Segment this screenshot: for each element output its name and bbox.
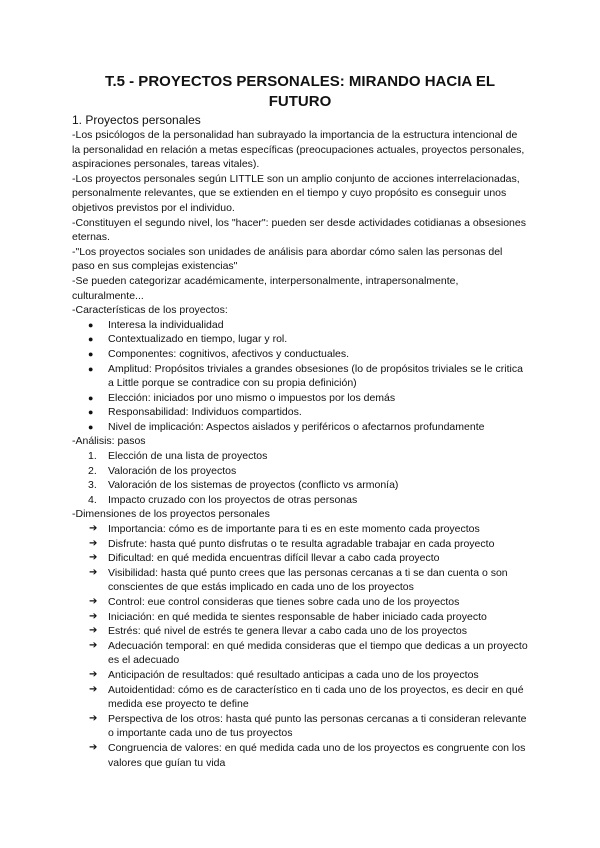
arrow-right-icon: ➔ — [89, 537, 98, 549]
list-item: ➔ Control: eue control consideras que tienes sobre cada uno de los proyectos — [89, 596, 460, 608]
bullet-icon: ● — [88, 319, 94, 330]
section-heading: 1. Proyectos personales — [72, 113, 201, 127]
arrow-right-icon: ➔ — [89, 552, 98, 564]
list-item: ● Responsabilidad: Individuos compartidos. — [88, 406, 302, 419]
list-item: 1. Elección de una lista de proyectos — [88, 450, 268, 463]
list-item: ● Elección: iniciados por uno mismo o impuestos por los demás — [88, 391, 396, 404]
arrow-right-icon: ➔ — [89, 639, 98, 651]
list-item: 3. Valoración de los sistemas de proyectos (conflicto vs armonía) — [88, 479, 399, 492]
list-item: ➔ Anticipación de resultados: qué resultado anticipas a cada uno de los proyectos — [89, 668, 479, 681]
list-item: ● Componentes: cognitivos, afectivos y conductuales. — [88, 347, 350, 360]
paragraph: -"Los proyectos sociales son unidades de análisis para abordar cómo salen las personas del paso en sus complejas existencias" — [72, 245, 503, 273]
arrow-right-icon: ➔ — [89, 523, 98, 535]
bullet-icon: ● — [88, 421, 94, 432]
list-item: ➔ Importancia: cómo es de importante para ti es en este momento cada proyectos — [89, 523, 480, 536]
analisis-list — [72, 449, 528, 507]
bullet-icon: ● — [88, 363, 94, 374]
list-item: ● Nivel de implicación: Aspectos aislados y periféricos o afectarnos profundamente — [88, 420, 485, 433]
bullet-icon: ● — [88, 392, 94, 403]
list-number: 4. — [88, 493, 97, 506]
arrow-right-icon: ➔ — [89, 596, 98, 607]
dimensiones-list — [72, 522, 528, 770]
list-number: 3. — [88, 479, 97, 492]
arrow-right-icon: ➔ — [89, 683, 98, 695]
list-number: 1. — [88, 450, 97, 463]
list-item: ➔ Adecuación temporal: en qué medida consideras que el tiempo que dedicas a un proyecto es el adecuado — [89, 639, 528, 667]
list-item: ➔ Autoidentidad: cómo es de característico en ti cada uno de los proyectos, es decir en qué medida ese proyecto te define — [89, 683, 524, 711]
paragraph: -Se pueden categorizar académicamente, interpersonalmente, intrapersonalmente, culturalmente... — [72, 274, 459, 302]
list-item: 4. Impacto cruzado con los proyectos de otras personas — [88, 493, 358, 506]
arrow-right-icon: ➔ — [89, 625, 98, 637]
bullet-icon: ● — [88, 348, 94, 359]
caracteristicas-list — [72, 318, 528, 435]
paragraph: -Los psicólogos de la personalidad han subrayado la importancia de la estructura intencional de la personalidad en relación a metas específicas (preocupaciones actuales, proyectos personales, aspiraciones personales, tareas vitales). — [72, 129, 525, 171]
list-item: 2. Valoración de los proyectos — [88, 464, 237, 477]
list-item: ● Interesa la individualidad — [88, 318, 224, 331]
document-title: T.5 - PROYECTOS PERSONALES: MIRANDO HACIA EL FUTURO — [104, 73, 496, 110]
arrow-right-icon: ➔ — [89, 712, 98, 724]
dimensiones-heading: -Dimensiones de los proyectos personales — [72, 508, 270, 521]
caracteristicas-heading: -Características de los proyectos: — [72, 304, 228, 317]
list-item: ➔ Perspectiva de los otros: hasta qué punto las personas cercanas a ti consideran relevante o importante cada uno de tus proyectos — [89, 712, 527, 740]
arrow-right-icon: ➔ — [89, 668, 98, 680]
bullet-icon: ● — [88, 334, 94, 345]
list-item: ➔ Dificultad: en qué medida encuentras difícil llevar a cabo cada proyecto — [89, 552, 440, 565]
list-item: ➔ Congruencia de valores: en qué medida cada uno de los proyectos es congruente con los valores que guían tu vida — [89, 741, 526, 769]
paragraph: -Los proyectos personales según LITTLE son un amplio conjunto de acciones interrelacionadas, personalmente relevantes, que se extienden en el tiempo y cuyo propósito es conseguir unos objetivos previstos por el individuo. — [72, 172, 520, 214]
arrow-right-icon: ➔ — [89, 566, 98, 578]
list-item: ➔ Visibilidad: hasta qué punto crees que las personas cercanas a ti se dan cuenta o son conscientes de que estás implicado en cada uno de los proyectos — [89, 566, 508, 594]
arrow-right-icon: ➔ — [89, 610, 98, 622]
list-item: ➔ Estrés: qué nivel de estrés te genera llevar a cabo cada uno de los proyectos — [89, 625, 467, 638]
bullet-icon: ● — [88, 407, 94, 418]
analisis-heading: -Análisis: pasos — [72, 435, 146, 448]
paragraph: -Constituyen el segundo nivel, los "hacer": pueden ser desde actividades cotidianas a obsesiones eternas. — [72, 216, 526, 244]
list-item: ➔ Disfrute: hasta qué punto disfrutas o te resulta agradable trabajar en cada proyecto — [89, 537, 495, 550]
arrow-right-icon: ➔ — [89, 741, 98, 753]
list-item: ● Contextualizado en tiempo, lugar y rol. — [88, 333, 288, 346]
list-item: ➔ Iniciación: en qué medida te sientes responsable de haber iniciado cada proyecto — [89, 610, 487, 623]
list-item: ● Amplitud: Propósitos triviales a grandes obsesiones (lo de propósitos triviales se le critica a Little porque se contradice con su propia definición) — [88, 362, 523, 390]
list-number: 2. — [88, 464, 97, 477]
